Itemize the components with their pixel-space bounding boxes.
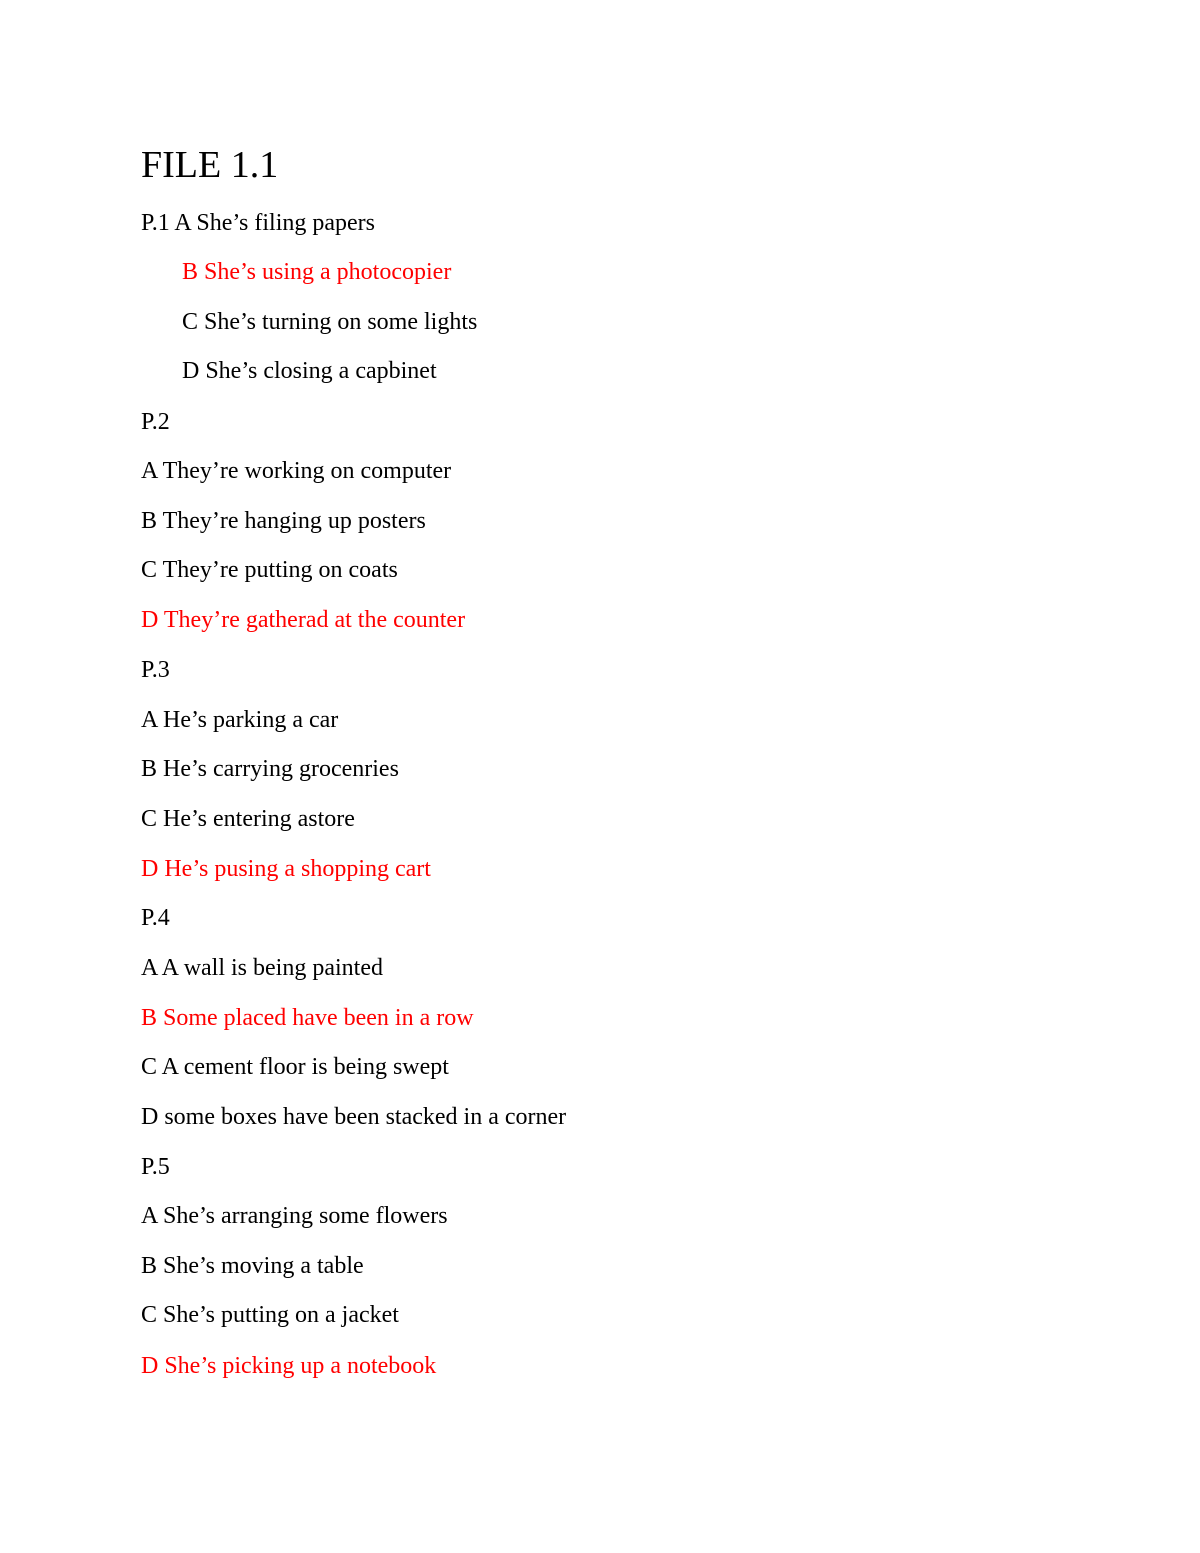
question-2-label: P.2 <box>141 409 170 435</box>
question-5-option-a: A She’s arranging some flowers <box>141 1203 448 1229</box>
question-3-option-b: B He’s carrying grocenries <box>141 756 399 782</box>
question-5-label: P.5 <box>141 1154 170 1180</box>
question-1-option-b: B She’s using a photocopier <box>182 259 452 285</box>
question-3-label: P.3 <box>141 657 170 683</box>
question-4-option-b: B Some placed have been in a row <box>141 1005 474 1031</box>
question-4-option-d: D some boxes have been stacked in a corner <box>141 1104 567 1130</box>
question-5-option-b: B She’s moving a table <box>141 1253 364 1279</box>
question-2-option-b: B They’re hanging up posters <box>141 508 426 534</box>
question-3-option-c: C He’s entering astore <box>141 806 355 832</box>
question-3-option-a: A He’s parking a car <box>141 707 339 733</box>
question-4-label: P.4 <box>141 905 170 931</box>
question-2-option-c: C They’re putting on coats <box>141 557 398 583</box>
question-2-option-a: A They’re working on computer <box>141 458 452 484</box>
question-1-option-c: C She’s turning on some lights <box>182 309 478 335</box>
document-title: FILE 1.1 <box>141 144 279 186</box>
question-1-option-d: D She’s closing a capbinet <box>182 358 437 384</box>
question-5-option-d: D She’s picking up a notebook <box>141 1353 437 1379</box>
question-4-option-a: A A wall is being painted <box>141 955 383 981</box>
question-1-option-a: P.1 A She’s filing papers <box>141 210 376 236</box>
question-3-option-d: D He’s pusing a shopping cart <box>141 856 431 882</box>
question-4-option-c: C A cement floor is being swept <box>141 1054 449 1080</box>
question-5-option-c: C She’s putting on a jacket <box>141 1302 399 1328</box>
question-2-option-d: D They’re gatherad at the counter <box>141 607 466 633</box>
